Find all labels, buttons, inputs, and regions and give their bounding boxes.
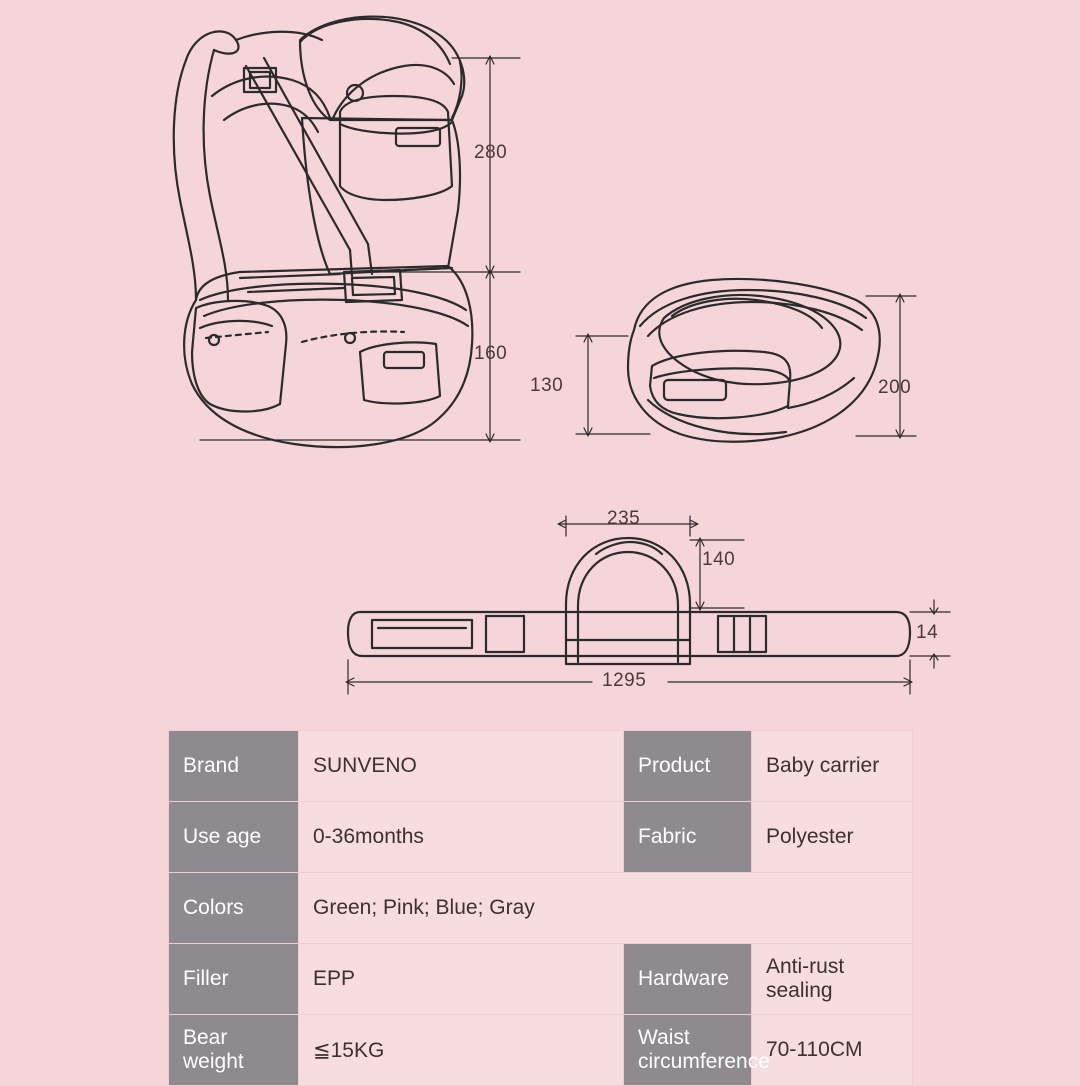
spec-key-bear-weight: Bear weight [169, 1015, 299, 1086]
spec-value-bear-weight: ≦15KG [299, 1015, 624, 1086]
spec-key-brand: Brand [169, 731, 299, 802]
dimension-label-140: 140 [702, 549, 736, 570]
table-row [169, 1015, 913, 1086]
side-view-hipseat-shape [628, 279, 880, 442]
dimension-label-200: 200 [878, 377, 912, 398]
spec-value-colors: Green; Pink; Blue; Gray [299, 873, 913, 944]
specification-table [168, 730, 913, 1086]
spec-key-product: Product [624, 731, 752, 802]
waist-belt-flat-shape [348, 538, 910, 664]
dimension-label-280: 280 [474, 142, 508, 163]
spec-value-hardware: Anti-rust sealing [752, 944, 913, 1015]
spec-value-filler: EPP [299, 944, 624, 1015]
spec-key-colors: Colors [169, 873, 299, 944]
spec-value-use-age: 0-36months [299, 802, 624, 873]
dimension-label-130: 130 [530, 375, 564, 396]
table-row [169, 802, 913, 873]
spec-value-product: Baby carrier [752, 731, 913, 802]
dimension-label-14: 14 [916, 622, 939, 643]
table-row [169, 731, 913, 802]
spec-key-hardware: Hardware [624, 944, 752, 1015]
dimension-label-235: 235 [607, 508, 641, 529]
spec-key-filler: Filler [169, 944, 299, 1015]
spec-value-brand: SUNVENO [299, 731, 624, 802]
table-row [169, 944, 913, 1015]
dimension-label-160: 160 [474, 343, 508, 364]
spec-value-waist-circumference: 70-110CM [752, 1015, 913, 1086]
front-view-carrier-shape [174, 17, 473, 447]
spec-value-fabric: Polyester [752, 802, 913, 873]
spec-key-fabric: Fabric [624, 802, 752, 873]
table-row [169, 873, 913, 944]
spec-key-waist-circumference: Waist circumference [624, 1015, 752, 1086]
dimension-label-1295: 1295 [602, 670, 647, 691]
spec-key-use-age: Use age [169, 802, 299, 873]
